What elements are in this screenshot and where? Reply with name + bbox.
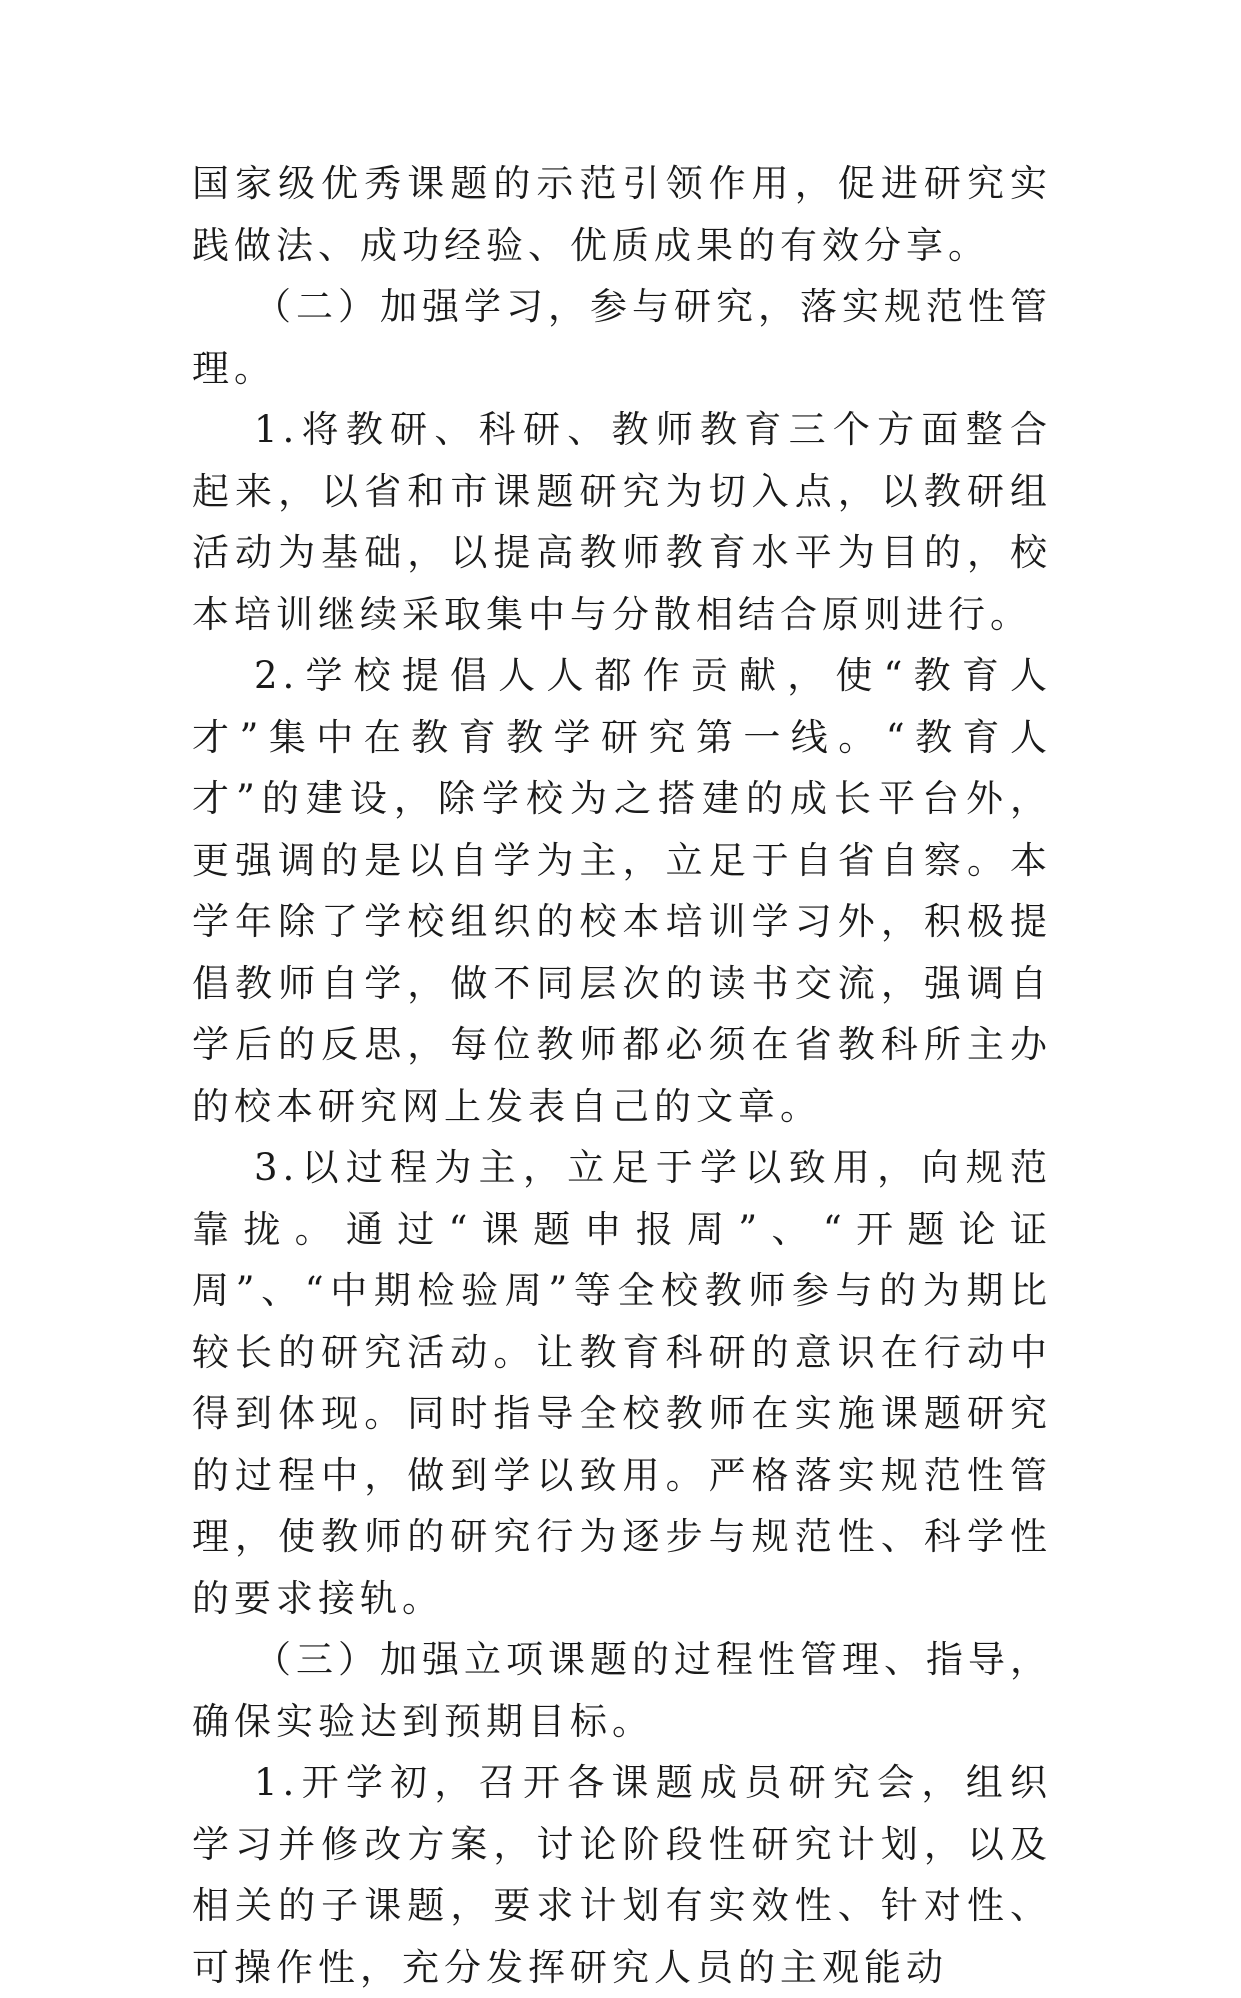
paragraph-item-1b: 1.开学初，召开各课题成员研究会，组织学习并修改方案，讨论阶段性研究计划，以及相关的子课题，要求计划有实效性、针对性、可操作性，充分发挥研究人员的主观能动: [192, 1761, 1052, 1989]
paragraph-item-2: 2.学校提倡人人都作贡献，使“教育人才”集中在教育教学研究第一线。“教育人才”的建设，除学校为之搭建的成长平台外，更强调的是以自学为主，立足于自省自察。本学年除了学校组织的校本培训学习外，积极提倡教师自学，做不同层次的读书交流，强调自学后的反思，每位教师都必须在省教科所主办的校本研究网上发表自己的文章。: [192, 654, 1052, 1128]
paragraph-item-3: 3.以过程为主，立足于学以致用，向规范靠拢。通过“课题申报周”、“开题论证周”、“中期检验周”等全校教师参与的为期比较长的研究活动。让教育科研的意识在行动中得到体现。同时指导全校教师在实施课题研究的过程中，做到学以致用。严格落实规范性管理，使教师的研究行为逐步与规范性、科学性的要求接轨。: [192, 1146, 1052, 1620]
section-heading-2: （二）加强学习，参与研究，落实规范性管理。: [192, 285, 1052, 390]
section-heading-3: （三）加强立项课题的过程性管理、指导，确保实验达到预期目标。: [192, 1638, 1052, 1743]
document-body: [192, 153, 1052, 1998]
paragraph-item-1: 1.将教研、科研、教师教育三个方面整合起来，以省和市课题研究为切入点，以教研组活动为基础，以提高教师教育水平为目的，校本培训继续采取集中与分散相结合原则进行。: [192, 408, 1052, 636]
paragraph-continuation: 国家级优秀课题的示范引领作用，促进研究实践做法、成功经验、优质成果的有效分享。: [192, 162, 1052, 267]
